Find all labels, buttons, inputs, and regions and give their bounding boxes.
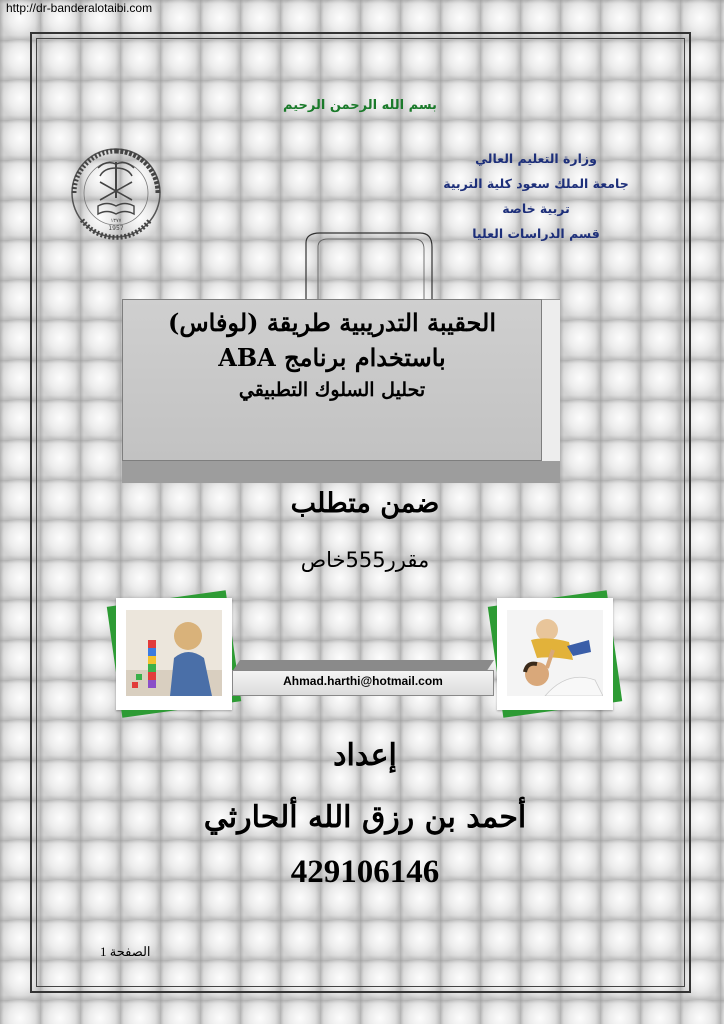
title-panel-shadow	[122, 461, 560, 483]
author-email[interactable]: Ahmad.harthi@hotmail.com	[283, 674, 443, 688]
page-number-value: 1	[100, 944, 107, 959]
basmala: بسم الله الرحمن الرحيم	[283, 98, 437, 113]
title-connector-bracket	[298, 229, 448, 309]
title-text	[122, 305, 542, 405]
title-panel	[122, 299, 560, 483]
page-label-text: الصفحة	[109, 944, 151, 959]
father-lifting-child-photo-icon	[507, 610, 603, 696]
university-line: جامعة الملك سعود كلية التربية	[443, 176, 629, 191]
photo-child-blocks	[116, 598, 232, 710]
author-name: أحمد بن رزق الله ألحارثي	[203, 800, 527, 835]
ministry-line: وزارة التعليم العالي	[475, 151, 597, 166]
seal-year: 1957	[108, 225, 124, 232]
section-line: قسم الدراسات العليا	[472, 226, 600, 241]
seal-year-hijri: ١٣٧٧	[110, 218, 122, 224]
course-code: مقرر555خاص	[300, 548, 430, 572]
requirement-heading: ضمن متطلب	[290, 488, 440, 519]
student-id: 429106146	[290, 854, 440, 890]
ministry-block	[436, 146, 636, 246]
king-saud-university-seal-icon	[66, 140, 166, 246]
photo-father-child	[497, 598, 613, 710]
department-line: تربية خاصة	[502, 201, 570, 216]
title-panel-side	[542, 299, 560, 462]
page-number	[100, 944, 210, 960]
title-line-2: باستخدام برنامج ABA	[218, 343, 446, 372]
email-banner	[232, 660, 494, 696]
prepared-by-label: إعداد	[333, 738, 397, 773]
child-stacking-blocks-photo-icon	[126, 610, 222, 696]
source-url: http://dr-banderalotaibi.com	[6, 1, 153, 15]
title-line-1: الحقيبة التدريبية طريقة (لوفاس)	[167, 308, 496, 337]
title-line-3: تحليل السلوك التطبيقي	[238, 379, 426, 401]
